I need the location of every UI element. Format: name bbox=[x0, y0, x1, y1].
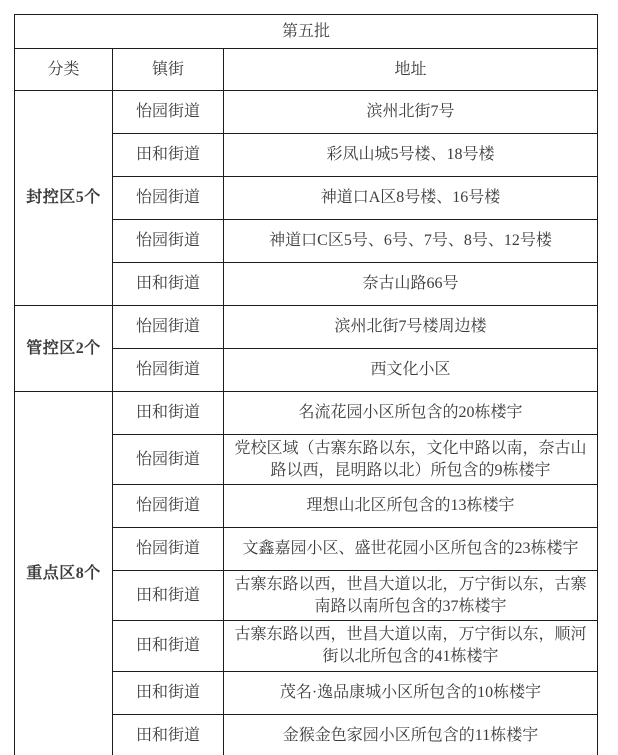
address-cell: 西文化小区 bbox=[224, 349, 598, 392]
header-street: 镇街 bbox=[113, 49, 224, 91]
street-cell: 田和街道 bbox=[113, 392, 224, 435]
street-cell: 怡园街道 bbox=[113, 435, 224, 485]
address-cell: 金猴金色家园小区所包含的11栋楼宇 bbox=[224, 714, 598, 755]
street-cell: 田和街道 bbox=[113, 263, 224, 306]
table-title-row bbox=[15, 15, 598, 49]
street-cell: 田和街道 bbox=[113, 134, 224, 177]
address-cell: 滨州北街7号楼周边楼 bbox=[224, 306, 598, 349]
table-title: 第五批 bbox=[15, 15, 598, 49]
address-cell: 神道口A区8号楼、16号楼 bbox=[224, 177, 598, 220]
street-cell: 田和街道 bbox=[113, 571, 224, 621]
category-cell-zhongdian: 重点区8个 bbox=[15, 392, 113, 755]
category-cell-guankong: 管控区2个 bbox=[15, 306, 113, 392]
street-cell: 怡园街道 bbox=[113, 306, 224, 349]
table-row bbox=[15, 392, 598, 435]
table-row bbox=[15, 306, 598, 349]
street-cell: 田和街道 bbox=[113, 621, 224, 671]
table-header-row bbox=[15, 49, 598, 91]
address-cell: 彩凤山城5号楼、18号楼 bbox=[224, 134, 598, 177]
address-cell: 党校区域（古寨东路以东，文化中路以南，奈古山路以西，昆明路以北）所包含的9栋楼宇 bbox=[224, 435, 598, 485]
address-cell: 神道口C区5号、6号、7号、8号、12号楼 bbox=[224, 220, 598, 263]
address-cell: 古寨东路以西，世昌大道以北，万宁街以东，古寨南路以南所包含的37栋楼宇 bbox=[224, 571, 598, 621]
address-cell: 古寨东路以西，世昌大道以南，万宁街以东，顺河街以北所包含的41栋楼宇 bbox=[224, 621, 598, 671]
street-cell: 怡园街道 bbox=[113, 91, 224, 134]
address-cell: 奈古山路66号 bbox=[224, 263, 598, 306]
address-cell: 文鑫嘉园小区、盛世花园小区所包含的23栋楼宇 bbox=[224, 528, 598, 571]
address-cell: 理想山北区所包含的13栋楼宇 bbox=[224, 485, 598, 528]
street-cell: 田和街道 bbox=[113, 671, 224, 714]
address-cell: 茂名·逸品康城小区所包含的10栋楼宇 bbox=[224, 671, 598, 714]
header-category: 分类 bbox=[15, 49, 113, 91]
street-cell: 怡园街道 bbox=[113, 528, 224, 571]
header-address: 地址 bbox=[224, 49, 598, 91]
batch-table bbox=[14, 14, 598, 755]
street-cell: 怡园街道 bbox=[113, 220, 224, 263]
street-cell: 怡园街道 bbox=[113, 177, 224, 220]
street-cell: 怡园街道 bbox=[113, 485, 224, 528]
address-cell: 滨州北街7号 bbox=[224, 91, 598, 134]
address-cell: 名流花园小区所包含的20栋楼宇 bbox=[224, 392, 598, 435]
street-cell: 怡园街道 bbox=[113, 349, 224, 392]
table-row bbox=[15, 91, 598, 134]
category-cell-fengkong: 封控区5个 bbox=[15, 91, 113, 306]
street-cell: 田和街道 bbox=[113, 714, 224, 755]
